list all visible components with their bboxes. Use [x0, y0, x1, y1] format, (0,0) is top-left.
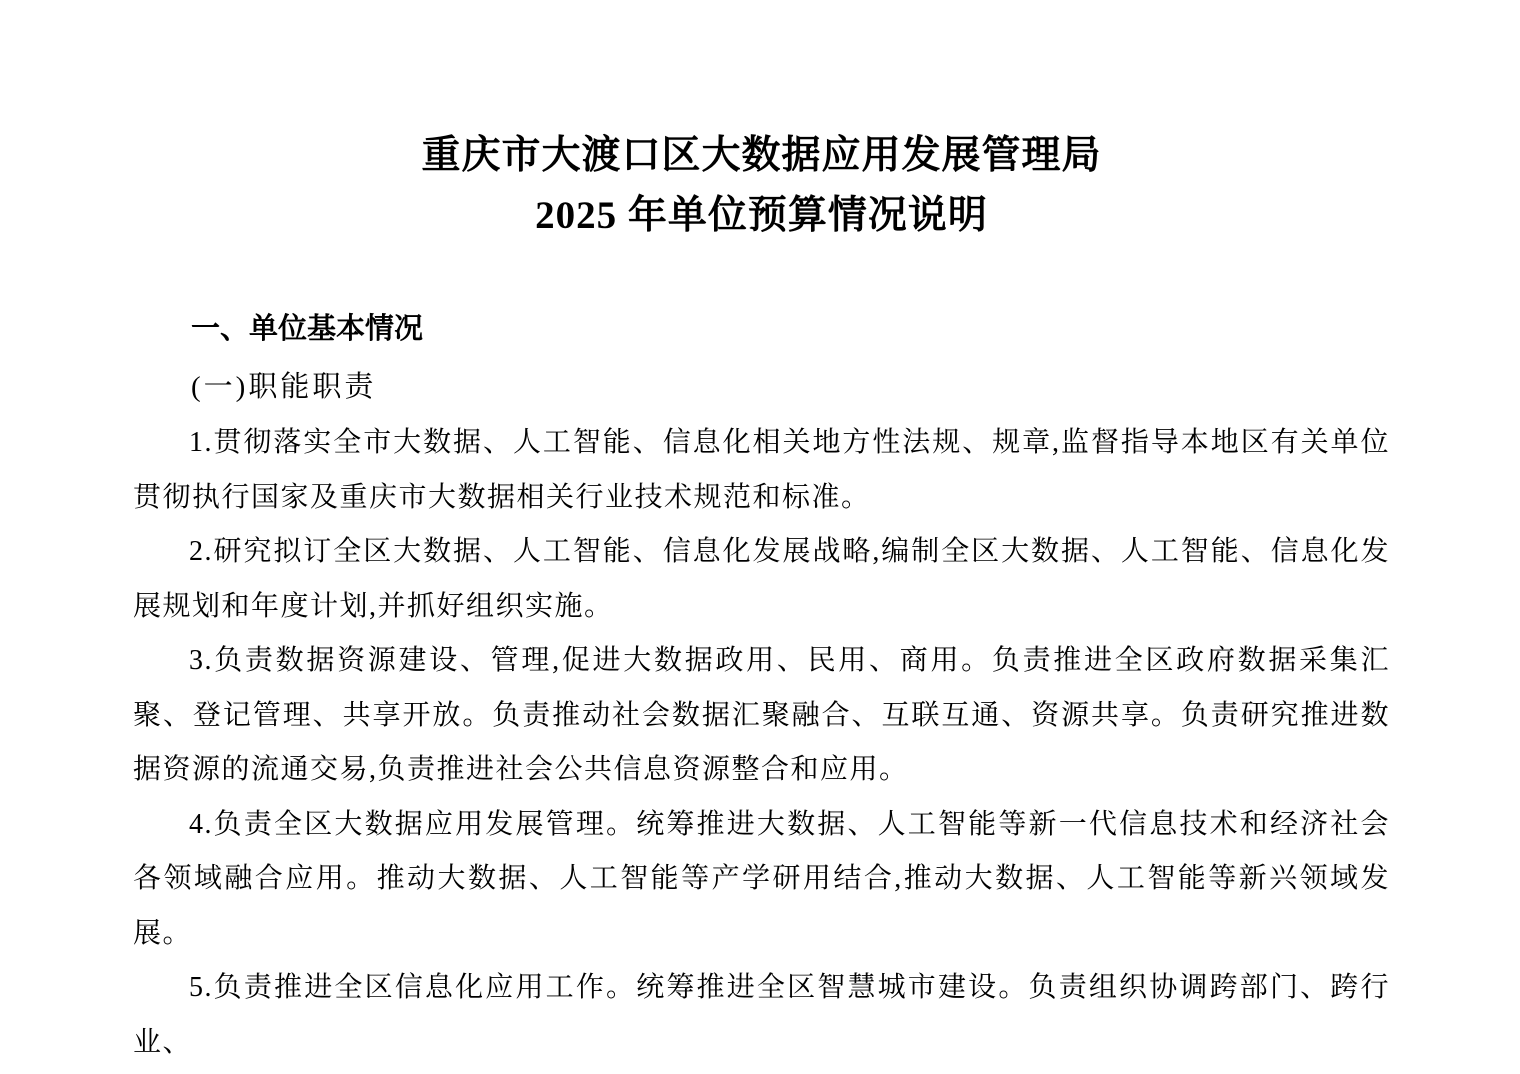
body-paragraph-2: 2.研究拟订全区大数据、人工智能、信息化发展战略,编制全区大数据、人工智能、信息化发展规划和年度计划,并抓好组织实施。	[133, 536, 1390, 622]
page-content	[0, 126, 1520, 1070]
document-title-line2: 2025 年单位预算情况说明	[535, 194, 988, 237]
body-text	[133, 416, 1390, 1070]
body-paragraph-3: 3.负责数据资源建设、管理,促进大数据政用、民用、商用。负责推进全区政府数据采集汇聚、登记管理、共享开放。负责推动社会数据汇聚融合、互联互通、资源共享。负责研究推进数据资源的流通交易,负责推进社会公共信息资源整合和应用。	[133, 645, 1390, 785]
document-title-line1: 重庆市大渡口区大数据应用发展管理局	[421, 134, 1102, 177]
document-title	[133, 126, 1390, 246]
body-paragraph-4: 4.负责全区大数据应用发展管理。统筹推进大数据、人工智能等新一代信息技术和经济社会各领域融合应用。推动大数据、人工智能等产学研用结合,推动大数据、人工智能等新兴领域发展。	[133, 808, 1390, 949]
body-paragraph-1: 1.贯彻落实全市大数据、人工智能、信息化相关地方性法规、规章,监督指导本地区有关单位贯彻执行国家及重庆市大数据相关行业技术规范和标准。	[133, 427, 1390, 513]
subsection-heading-duties: (一)职能职责	[191, 371, 377, 403]
body-paragraph-5: 5.负责推进全区信息化应用工作。统筹推进全区智慧城市建设。负责组织协调跨部门、跨行业、	[133, 972, 1390, 1058]
section-heading-basic-info: 一、单位基本情况	[191, 313, 424, 345]
